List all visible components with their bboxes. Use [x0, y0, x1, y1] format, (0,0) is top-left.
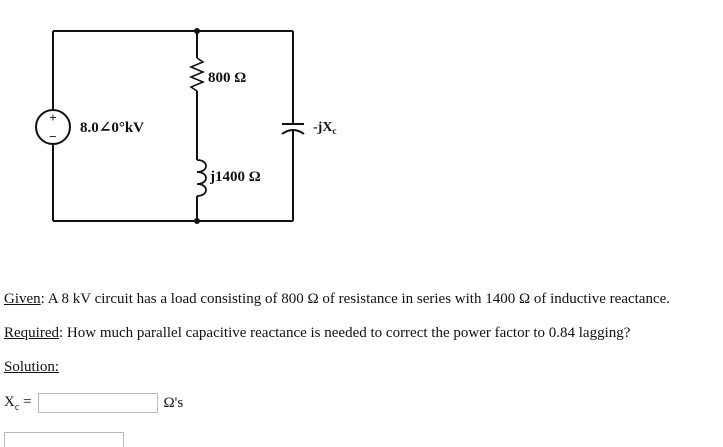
answer-variable-subscript: c	[14, 401, 20, 413]
capacitor-label-subscript: c	[332, 126, 337, 136]
resistor-label: 800 Ω	[208, 70, 247, 86]
solution-heading	[4, 359, 59, 376]
xc-answer-input[interactable]	[38, 393, 158, 413]
answer-unit-label: Ω's	[163, 394, 184, 411]
answer-row	[4, 393, 183, 413]
junction-top	[194, 28, 200, 34]
answer-variable-label: $X_c$ =	[4, 393, 32, 413]
given-label: Given	[4, 291, 41, 307]
junction-bottom	[194, 218, 200, 224]
inductor-label: j1400 Ω	[210, 169, 261, 185]
required-text: : How much parallel capacitive reactance is needed to correct the power factor to 0.84 lagging?	[58, 325, 631, 341]
source-minus-sign: −	[49, 129, 57, 144]
required-paragraph	[4, 325, 630, 342]
capacitor-label: $-jX_c$	[313, 120, 337, 136]
resistor-symbol	[191, 58, 203, 91]
source-plus-sign: +	[49, 110, 57, 125]
source-voltage-label: 8.0∠0°kV	[80, 120, 144, 136]
required-label: Required	[4, 325, 59, 341]
given-text: : A 8 kV circuit has a load consisting of 800 Ω of resistance in series with 1400 Ω of inductive reactance.	[40, 291, 671, 307]
inductor-symbol	[197, 160, 206, 196]
given-paragraph	[4, 291, 670, 308]
next-input-field[interactable]	[4, 432, 124, 447]
solution-label: Solution:	[4, 359, 60, 375]
